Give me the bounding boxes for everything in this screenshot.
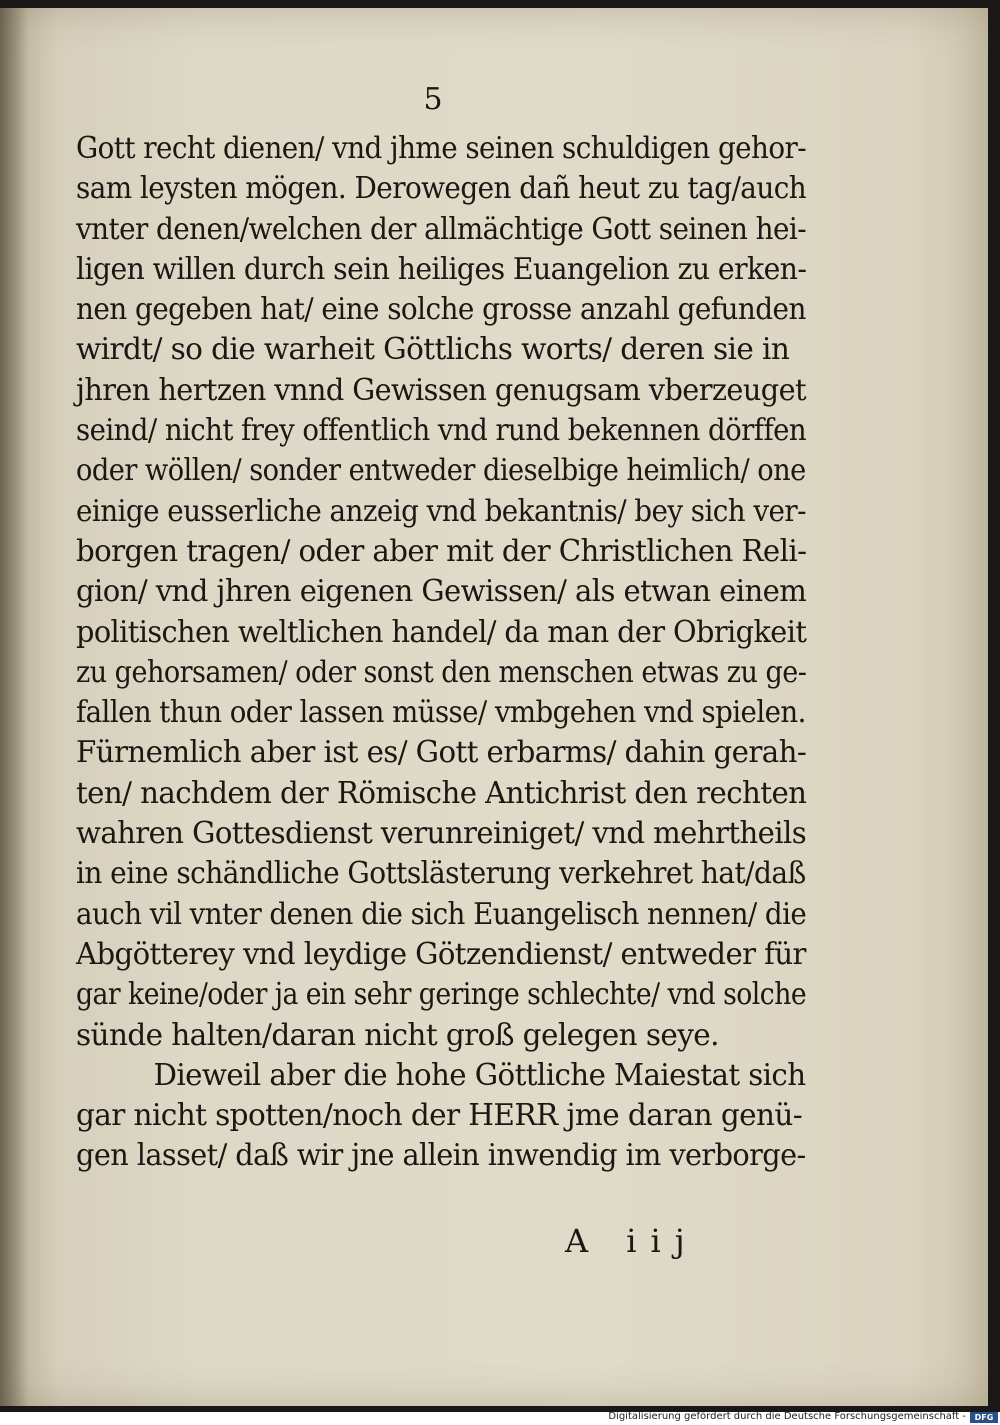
text-line: vnter denen/welchen der allmächtige Gott seinen hei- — [76, 211, 807, 246]
dfg-logo: DFG — [970, 1412, 998, 1423]
text-line: nen gegeben hat/ eine solche grosse anzahl gefunden — [76, 292, 806, 327]
gutter-shadow — [0, 8, 28, 1406]
text-line: wirdt/ so die warheit Göttlichs worts/ deren sie in — [76, 332, 790, 367]
text-line: oder wöllen/ sonder entweder dieselbige heimlich/ one — [76, 453, 806, 488]
text-line: einige eusserliche anzeig vnd bekantnis/ bey sich ver- — [76, 493, 806, 528]
body-text — [76, 128, 806, 1176]
text-line: gen lasset/ daß wir jne allein inwendig im verborge- — [76, 1138, 806, 1173]
text-line: gion/ vnd jhren eigenen Gewissen/ als etwan einem — [76, 574, 807, 609]
page-number: 5 — [423, 82, 443, 117]
text-line: ligen willen durch sein heiliges Euangelion zu erken- — [76, 251, 807, 286]
text-line: sünde halten/daran nicht groß gelegen seye. — [76, 1017, 719, 1052]
signature-mark: A iij — [565, 1222, 699, 1260]
text-line: in eine schändliche Gottslästerung verkehret hat/daß — [76, 856, 806, 891]
text-line: gar nicht spotten/noch der HERR jme daran genü- — [76, 1098, 803, 1133]
text-line: fallen thun oder lassen müsse/ vmbgehen vnd spielen. — [76, 695, 806, 730]
text-line: sam leysten mögen. Derowegen dañ heut zu tag/auch — [76, 171, 807, 206]
text-line: wahren Gottesdienst verunreiniget/ vnd mehrtheils — [76, 816, 807, 851]
text-line: politischen weltlichen handel/ da man der Obrigkeit — [76, 614, 807, 649]
text-line: Fürnemlich aber ist es/ Gott erbarms/ dahin gerah- — [76, 735, 807, 770]
text-line: seind/ nicht frey offentlich vnd rund bekennen dörffen — [76, 413, 807, 448]
text-line: gar keine/oder ja ein sehr geringe schlechte/ vnd solche — [76, 977, 807, 1012]
footer-credit: Digitalisierung gefördert durch die Deutsche Forschungsgemeinschaft - — [608, 1411, 966, 1422]
text-line: ten/ nachdem der Römische Antichrist den rechten — [76, 775, 807, 810]
text-line-indented: Dieweil aber die hohe Göttliche Maiestat sich — [153, 1057, 806, 1092]
text-line: Gott recht dienen/ vnd jhme seinen schuldigen gehor- — [76, 131, 807, 165]
text-line: jhren hertzen vnnd Gewissen genugsam vberzeuget — [76, 372, 807, 407]
text-line: zu gehorsamen/ oder sonst den menschen etwas zu ge- — [76, 654, 807, 689]
text-line: Abgötterey vnd leydige Götzendienst/ entweder für — [76, 936, 806, 971]
text-line: auch vil vnter denen die sich Euangelisch nennen/ die — [76, 896, 807, 931]
text-line: borgen tragen/ oder aber mit der Christlichen Reli- — [76, 533, 807, 568]
